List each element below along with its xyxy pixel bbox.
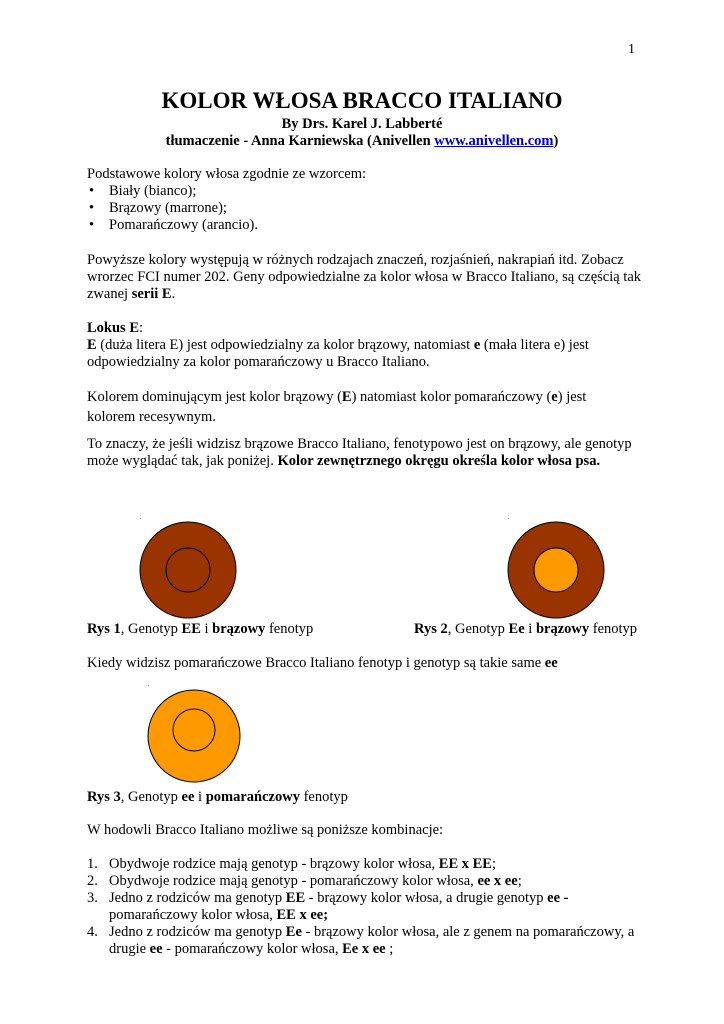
list-item: • Brązowy (marrone);	[87, 200, 647, 217]
item-bold: ee x ee	[477, 873, 518, 889]
translation-credit	[0, 133, 724, 150]
item-bold: Ee	[285, 924, 302, 940]
intro-section	[87, 166, 647, 234]
figure-3-circle	[146, 688, 242, 784]
orange-paragraph	[87, 655, 647, 672]
figure-3-inner-circle	[173, 709, 215, 751]
locus-E: E	[87, 337, 97, 353]
dominant-b2: e	[551, 389, 558, 405]
dominant-t2: ) natomiast kolor pomarańczowy (	[351, 389, 552, 405]
caption-text: , Genotyp	[120, 621, 182, 637]
item-bold: ee	[149, 941, 163, 957]
figure-2-inner-circle	[534, 548, 578, 592]
translation-prefix: tłumaczenie - Anna Karniewska (Anivellen	[165, 133, 435, 149]
caption-text: fenotyp	[589, 621, 638, 637]
caption-text: fenotyp	[265, 621, 314, 637]
locus-text1: (duża litera E) jest odpowiedzialny za kolor brązowy, natomiast	[96, 337, 474, 353]
orange-bold: ee	[544, 655, 558, 671]
item-bold: ee -	[547, 890, 569, 906]
para1-text: Powyższe kolory występują w różnych rodzajach znaczeń, rozjaśnień, nakrapiań itd. Zobacz wrorzec FCI numer 202. Geny odpowiedzialne za kolor włosa w Bracco Italiano, są częścią tak zwanej	[87, 252, 642, 302]
caption-text: fenotyp	[299, 789, 348, 805]
corner-mark	[148, 685, 149, 686]
item-text: - brązowy kolor włosa, a drugie genotyp	[305, 890, 548, 906]
byline: By Drs. Karel J. Labberté	[281, 116, 443, 132]
page-number: 1	[628, 42, 635, 57]
locus-section	[87, 320, 647, 371]
item-text: Jedno z rodziców ma genotyp	[109, 924, 286, 940]
figure-2-label: Rys 2	[414, 621, 448, 637]
figure-2-caption	[414, 621, 637, 638]
caption-text: i	[524, 621, 536, 637]
caption-text: i	[200, 621, 213, 637]
figure-3-label: Rys 3	[87, 789, 121, 805]
dominant-paragraph	[87, 387, 607, 427]
item-text: Jedno z rodziców ma genotyp	[109, 890, 286, 906]
locus-heading	[87, 320, 647, 337]
combinations-list	[87, 856, 647, 958]
locus-description	[87, 337, 607, 371]
anivellen-link[interactable]: www.anivellen.com	[434, 133, 554, 149]
breeding-intro: W hodowli Bracco Italiano możliwe są poniższe kombinacje:	[87, 822, 444, 838]
item-number: 3.	[87, 890, 98, 906]
figure-3-genotype: ee	[181, 789, 195, 805]
figure-1-label: Rys 1	[87, 621, 121, 637]
list-item: • Pomarańczowy (arancio).	[87, 217, 647, 234]
list-item: • Biały (bianco);	[87, 183, 647, 200]
dominant-t1: Kolorem dominującym jest kolor brązowy (	[87, 389, 342, 405]
list-item	[87, 924, 647, 958]
intro-text: Podstawowe kolory włosa zgodnie ze wzorcem:	[87, 166, 367, 182]
figure-1-caption	[87, 621, 313, 638]
locus-heading-text: Lokus E	[87, 320, 139, 336]
item-text: - pomarańczowy kolor włosa,	[162, 941, 343, 957]
figure-1-inner-circle	[166, 548, 210, 592]
locus-e: e	[473, 337, 481, 353]
figure-1-genotype: EE	[181, 621, 201, 637]
caption-text: , Genotyp	[447, 621, 509, 637]
figure-1-circle	[138, 520, 238, 620]
figure-3-phenotype: pomarańczowy	[205, 789, 300, 805]
locus-text2: (mała litera e) jest odpowiedzialny za kolor pomarańczowy u Bracco Italiano.	[87, 337, 589, 370]
item-text: ;	[491, 856, 496, 872]
figure-2-genotype: Ee	[508, 621, 525, 637]
figure-2-phenotype: brązowy	[535, 621, 590, 637]
item-text: pomarańczowy kolor włosa,	[109, 907, 277, 923]
corner-mark	[140, 518, 141, 519]
item-number: 4.	[87, 924, 98, 940]
basic-colors-list	[87, 183, 647, 234]
item-number: 1.	[87, 856, 98, 872]
item-number: 2.	[87, 873, 98, 889]
fci-paragraph	[87, 252, 642, 303]
dominant-t3: ) jest kolorem recesywnym.	[87, 389, 587, 425]
serie-e: serii E	[131, 286, 172, 302]
item-bold: EE	[285, 890, 306, 906]
caption-text: , Genotyp	[120, 789, 182, 805]
item-bold: EE x ee;	[276, 907, 329, 923]
meaning-bold: Kolor zewnętrznego okręgu określa kolor włosa psa.	[277, 453, 601, 469]
para1-end: .	[171, 286, 176, 302]
caption-text: i	[194, 789, 206, 805]
figure-3-caption	[87, 789, 348, 806]
translation-suffix: )	[553, 133, 559, 149]
list-item	[87, 890, 647, 924]
item-text: - brązowy kolor włosa, ale z genem na pomarańczowy, a drugie	[109, 924, 635, 957]
corner-mark	[508, 518, 509, 519]
dominant-b1: E	[341, 389, 352, 405]
locus-colon: :	[139, 320, 144, 336]
orange-text: Kiedy widzisz pomarańczowe Bracco Italiano fenotyp i genotyp są takie same	[87, 655, 545, 671]
item-bold: Ee x ee	[342, 941, 386, 957]
meaning-paragraph	[87, 436, 649, 470]
item-text: Obydwoje rodzice mają genotyp - pomarańczowy kolor włosa,	[109, 873, 478, 889]
item-bold: EE x EE	[438, 856, 492, 872]
list-item	[87, 873, 647, 890]
item-text: ;	[385, 941, 394, 957]
figure-1-phenotype: brązowy	[212, 621, 266, 637]
figure-2-circle	[506, 520, 606, 620]
page-title: KOLOR WŁOSA BRACCO ITALIANO	[161, 88, 563, 113]
item-text: Obydwoje rodzice mają genotyp - brązowy kolor włosa,	[109, 856, 439, 872]
list-item	[87, 856, 647, 873]
item-text: ;	[517, 873, 522, 889]
meaning-text: To znaczy, że jeśli widzisz brązowe Bracco Italiano, fenotypowo jest on brązowy, ale genotyp może wyglądać tak, jak poniżej.	[87, 436, 632, 469]
